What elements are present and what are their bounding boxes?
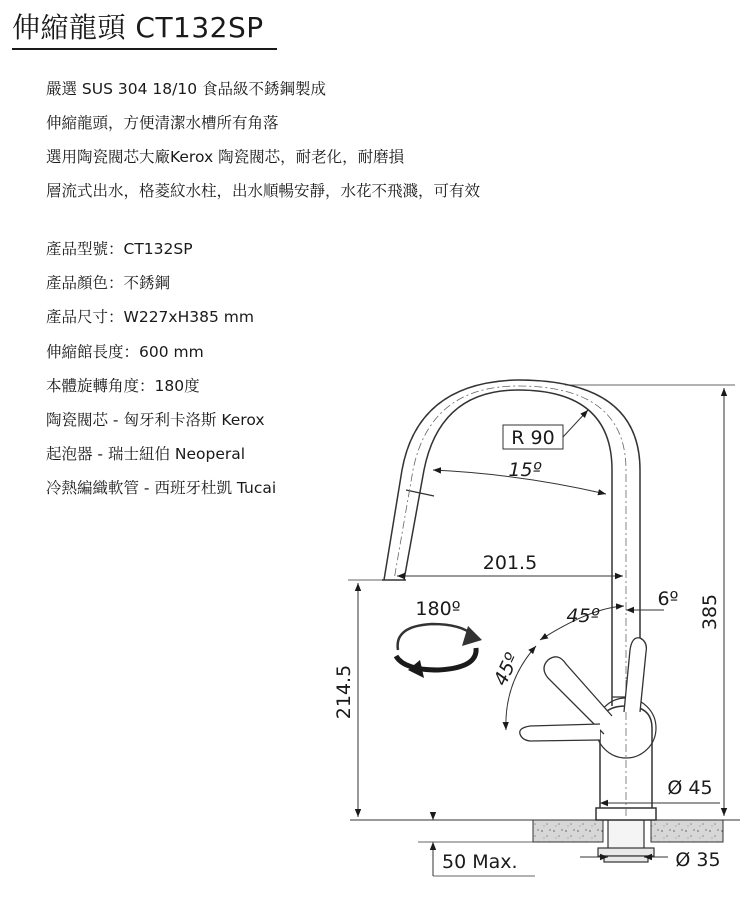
- feature-item: 層流式出水，格菱紋水柱，出水順暢安靜，水花不飛濺，可有效: [46, 182, 481, 200]
- counter-thickness-label: 50 Max.: [442, 851, 518, 873]
- lever-angle-upper-label: 45º: [566, 605, 600, 627]
- page-title: 伸縮龍頭 CT132SP: [12, 11, 264, 44]
- spout-angle: [433, 459, 606, 494]
- reach-label: 201.5: [482, 552, 538, 574]
- spout-angle-label: 15º: [508, 459, 542, 481]
- lever-angle-lower-label: 45º: [489, 649, 524, 690]
- spec-item: 產品尺寸：W227xH385 mm: [46, 308, 254, 327]
- mount-diameter-label: Ø 35: [675, 849, 721, 871]
- height-label: 385: [699, 593, 721, 631]
- tilt-label: 6º: [657, 588, 679, 610]
- rotation-label: 180º: [415, 598, 461, 620]
- counter-thickness-dimension: [418, 812, 535, 876]
- feature-item: 嚴選 SUS 304 18/10 食品級不銹鋼製成: [46, 80, 326, 98]
- spec-item: 伸縮館長度：600 mm: [46, 342, 204, 361]
- countertop: [350, 820, 740, 842]
- body-diameter-label: Ø 45: [667, 777, 713, 799]
- reach-dimension: [397, 552, 623, 576]
- spec-item: 冷熱編織軟管 - 西班牙杜凱 Tucai: [46, 479, 277, 498]
- spout-height-label: 214.5: [333, 664, 355, 720]
- mounting-shank: [598, 820, 654, 862]
- rotation-indicator: [396, 598, 482, 678]
- spec-item: 本體旋轉角度：180度: [46, 376, 200, 395]
- spec-item: 陶瓷閥芯 - 匈牙利卡洛斯 Kerox: [46, 410, 265, 429]
- feature-item: 選用陶瓷閥芯大廠Kerox 陶瓷閥芯，耐老化，耐磨損: [46, 148, 405, 166]
- radius-callout: [503, 410, 588, 449]
- spec-item: 產品型號：CT132SP: [46, 240, 193, 258]
- radius-label: R 90: [511, 427, 555, 449]
- tilt-angle: [626, 588, 679, 610]
- spec-item: 產品顏色：不銹鋼: [46, 274, 171, 293]
- spec-item: 起泡器 - 瑞士紐伯 Neoperal: [46, 445, 246, 464]
- feature-item: 伸縮龍頭，方便清潔水槽所有角落: [46, 114, 279, 132]
- spout-height-dimension: [333, 580, 384, 817]
